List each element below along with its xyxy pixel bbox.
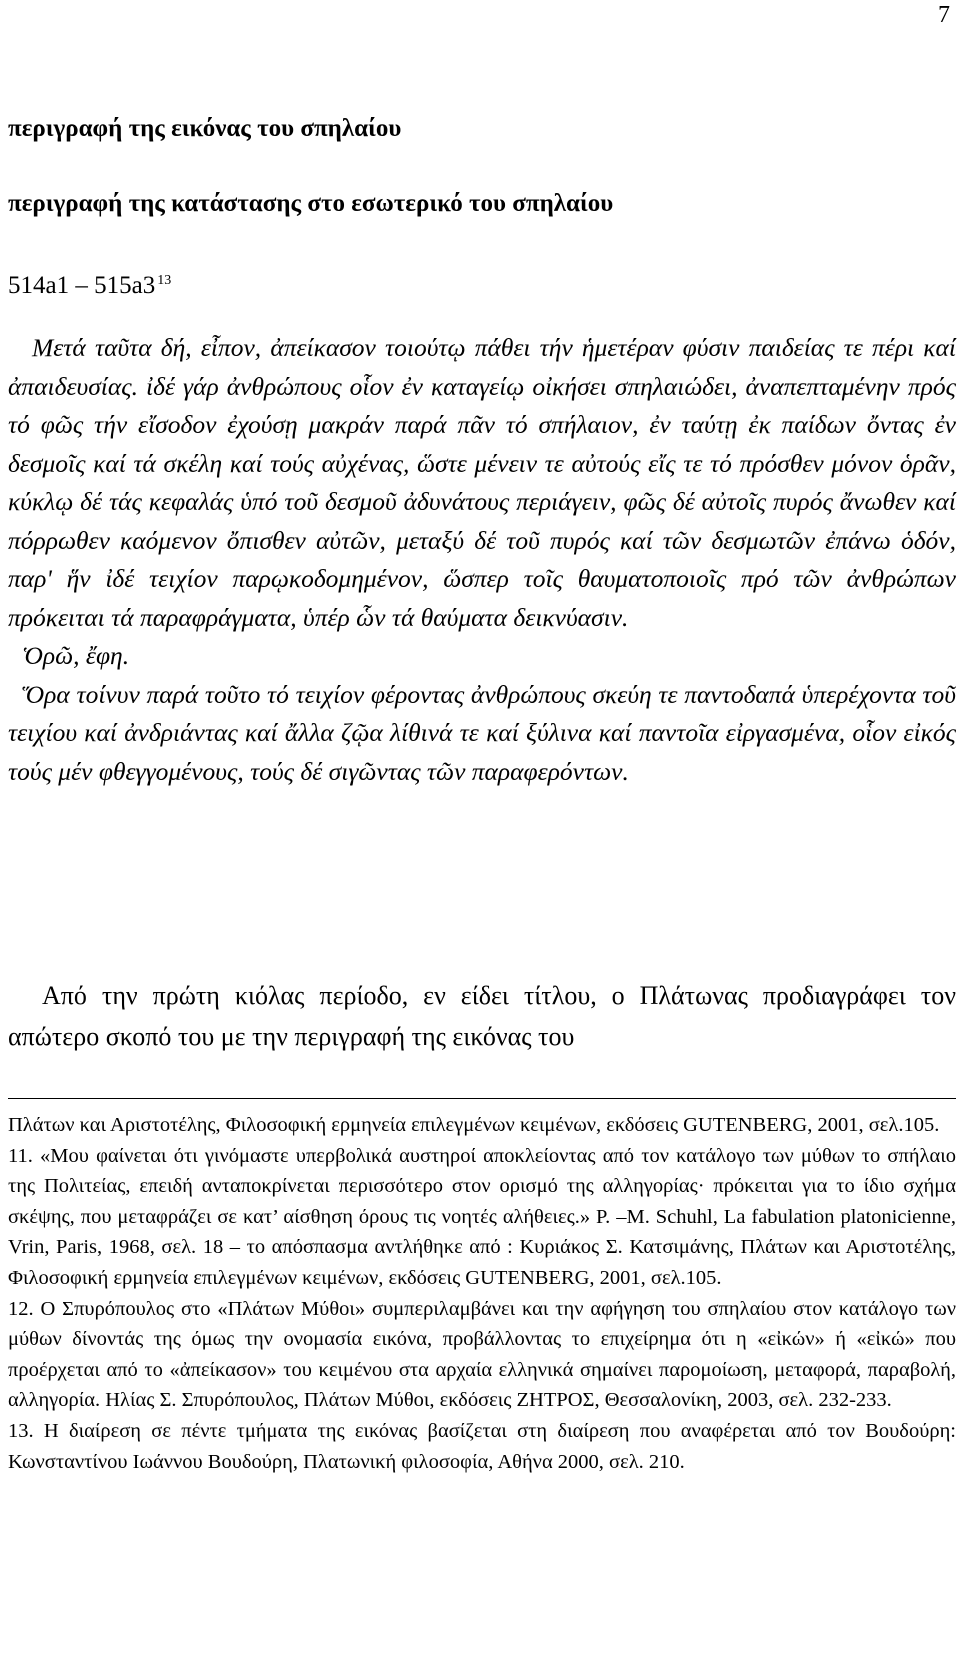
section-reference-text: 514a1 – 515a3 <box>8 272 156 299</box>
commentary-text <box>8 975 956 1057</box>
greek-paragraph-2: Ὁρῶ, ἔφη. <box>22 641 130 670</box>
heading-cave-image: περιγραφή της εικόνας του σπηλαίου <box>8 115 402 142</box>
footnotes <box>8 1110 956 1477</box>
footnote-12: 12. Ο Σπυρόπουλος στο «Πλάτων Μύθοι» συμπεριλαμβάνει και την αφήγηση του σπηλαίου στον κατάλογο των μύθων δίνοντάς της όμως την ονομασία εικόνα, προβάλλοντας το επιχείρημα ότι η «εἰκών» ή «εἰκώ» που προέρχεται από το «ἀπείκασον» του κειμένου στα αρχαία ελληνικά σημαίνει παρομοίωση, μεταφορά, παραβολή, αλληγορία. Ηλίας Σ. Σπυρόπουλος, Πλάτων Μύθοι, εκδόσεις ΖΗΤΡΟΣ, Θεσσαλονίκη, 2003, σελ. 232-233. <box>8 1297 956 1412</box>
greek-passage <box>8 329 956 791</box>
footnote-separator <box>8 1098 956 1099</box>
section-reference <box>8 272 171 300</box>
footnote-continued: Πλάτων και Αριστοτέλης, Φιλοσοφική ερμηνεία επιλεγμένων κειμένων, εκδόσεις GUTENBERG, 2001, σελ.105. <box>8 1114 940 1136</box>
footnote-11: 11. «Μου φαίνεται ότι γινόμαστε υπερβολικά αυστηροί αποκλείοντας από τον κατάλογο των μύθων το σπήλαιο της Πολιτείας, επειδή ανταποκρίνεται περισσότερο στον ορισμό της αλληγορίας· πρόκειται για το ίδιο σχήμα σκέψης, που μεταφράζει σε κατ’ αίσθηση όρους τις νοητές αλήθειες.» P. –M. Schuhl, La fabulation platonicienne, Vrin, Paris, 1968, σελ. 18 – το απόσπασμα αντλήθηκε από : Κυριάκος Σ. Κατσιμάνης, Πλάτων και Αριστοτέλης, Φιλοσοφική ερμηνεία επιλεγμένων κειμένων, εκδόσεις GUTENBERG, 2001, σελ.105. <box>8 1144 956 1289</box>
footnote-13: 13. Η διαίρεση σε πέντε τμήματα της εικόνας βασίζεται στη διαίρεση που αναφέρεται από τον Βουδούρη: Κωνσταντίνου Ιωάννου Βουδούρη, Πλατωνική φιλοσοφία, Αθήνα 2000, σελ. 210. <box>8 1419 956 1473</box>
greek-paragraph-1: Μετά ταῦτα δή, εἶπον, ἀπείκασον τοιούτῳ πάθει τήν ἡμετέραν φύσιν παιδείας τε πέρι καί ἀπαιδευσίας. ἰδέ γάρ ἀνθρώπους οἷον ἐν καταγείῳ οἰκήσει σπηλαιώδει, ἀναπεπταμένην πρός τό φῶς τήν εἴσοδον ἐχούσῃ μακράν παρά πᾶν τό σπήλαιον, ἐν ταύτῃ ἐκ παίδων ὄντας ἐν δεσμοῖς καί τά σκέλη καί τούς αὐχένας, ὥστε μένειν τε αὐτούς εἴς τε τό πρόσθεν μόνον ὁρᾶν, κύκλῳ δέ τάς κεφαλάς ὑπό τοῦ δεσμοῦ ἀδυνάτους περιάγειν, φῶς δέ αὐτοῖς πυρός ἄνωθεν καί πόρρωθεν καόμενον ὄπισθεν αὐτῶν, μεταξύ δέ τοῦ πυρός καί τῶν δεσμωτῶν ἐπάνω ὁδόν, παρ' ἥν ἰδέ τειχίον παρῳκοδομημένον, ὥσπερ τοῖς θαυματοποιοῖς πρό τῶν ἀνθρώπων πρόκειται τά παραφράγματα, ὑπέρ ὧν τά θαύματα δεικνύασιν. <box>8 333 956 632</box>
greek-paragraph-3: Ὅρα τοίνυν παρά τοῦτο τό τειχίον φέροντας ἀνθρώπους σκεύη τε παντοδαπά ὑπερέχοντα τοῦ τειχίου καί ἀνδριάντας καί ἄλλα ζῷα λίθινά τε καί ξύλινα καί παντοῖα εἰργασμένα, οἷον εἰκός τούς μέν φθεγγομένους, τούς δέ σιγῶντας τῶν παραφερόντων. <box>8 679 956 786</box>
footnote-ref-13: 13 <box>157 272 172 288</box>
commentary-paragraph: Από την πρώτη κιόλας περίοδο, εν είδει τίτλου, ο Πλάτωνας προδιαγράφει τον απώτερο σκοπό του με την περιγραφή της εικόνας του <box>8 981 956 1051</box>
heading-cave-interior: περιγραφή της κατάστασης στο εσωτερικό του σπηλαίου <box>8 190 614 217</box>
page-number: 7 <box>938 2 950 28</box>
